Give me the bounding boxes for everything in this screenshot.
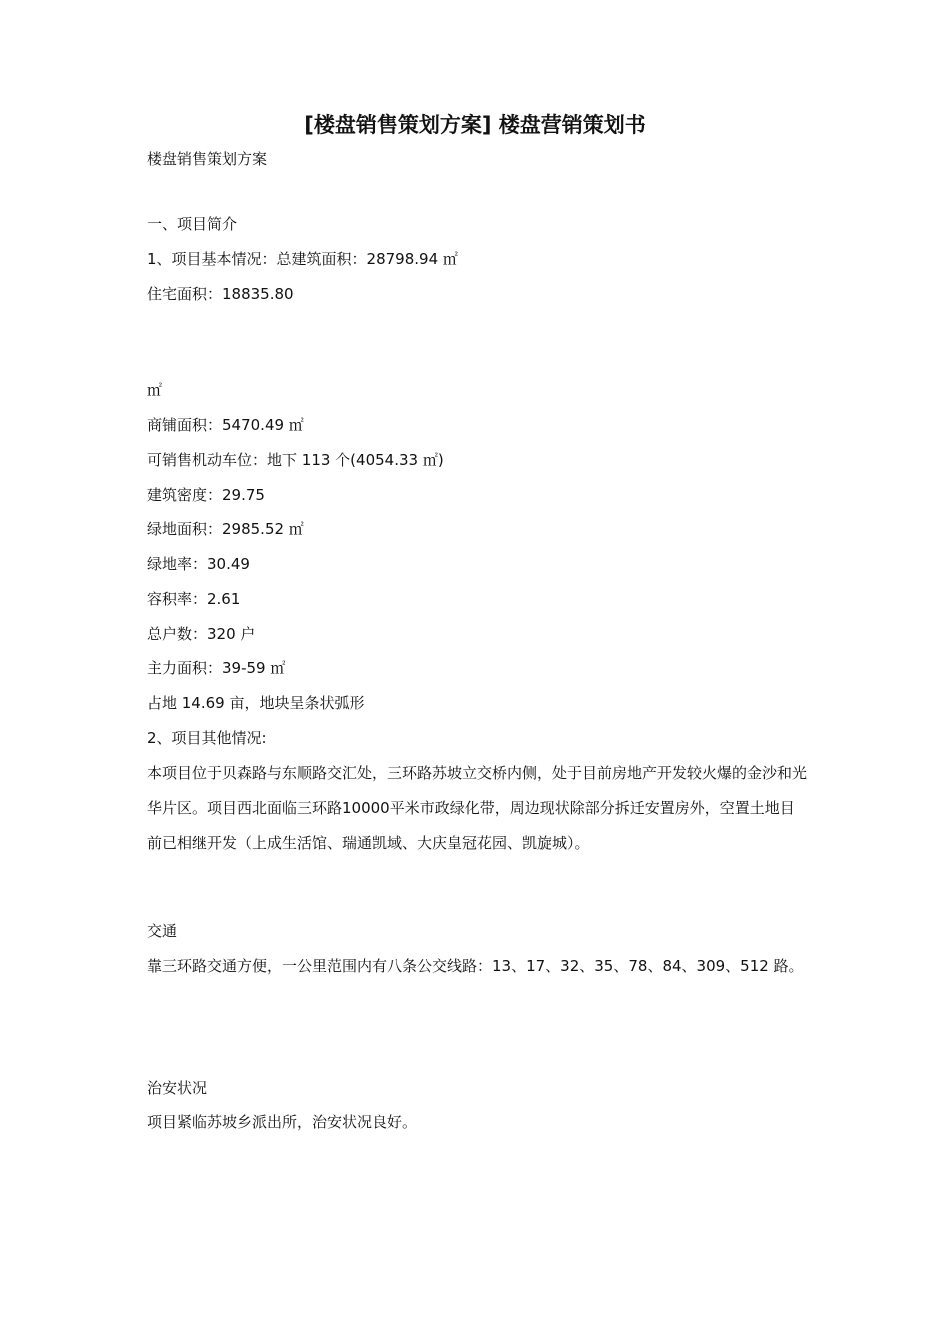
security-text: 项目紧临苏坡乡派出所，治安状况良好。 [147, 1113, 418, 1131]
total-households: 总户数：320 户 [147, 625, 256, 643]
plot-ratio: 容积率：2.61 [147, 590, 241, 608]
parking-spaces: 可销售机动车位：地下 113 个(4054.33 ㎡) [147, 451, 444, 469]
unit-square-meter: ㎡ [147, 381, 163, 399]
item-basic-info-heading: 1、项目基本情况：总建筑面积：28798.94 ㎡ [147, 250, 458, 268]
document-subtitle: 楼盘销售策划方案 [147, 150, 268, 168]
security-heading: 治安状况 [147, 1079, 208, 1097]
item-other-info-heading: 2、项目其他情况: [147, 729, 267, 747]
green-area: 绿地面积：2985.52 ㎡ [147, 520, 304, 538]
traffic-heading: 交通 [147, 922, 178, 940]
location-paragraph: 本项目位于贝森路与东顺路交汇处，三环路苏坡立交桥内侧，处于目前房地产开发较火爆的金沙和光华片区。项目西北面临三环路10000平米市政绿化带，周边现状除部分拆迁安置房外，空置土地目前已相继开发（上成生活馆、瑞通凯域、大庆皇冠花园、凯旋城）。 [147, 764, 808, 852]
traffic-paragraph: 靠三环路交通方便，一公里范围内有八条公交线路：13、17、32、35、78、84、309、512 路。 [147, 957, 804, 975]
residential-area: 住宅面积：18835.80 [147, 285, 294, 303]
land-area: 占地 14.69 亩，地块呈条状弧形 [147, 694, 365, 712]
main-unit-area: 主力面积：39-59 ㎡ [147, 659, 286, 677]
building-density: 建筑密度：29.75 [147, 486, 265, 504]
shop-area: 商铺面积：5470.49 ㎡ [147, 416, 304, 434]
document-title: [楼盘销售策划方案] 楼盘营销策划书 [304, 113, 646, 137]
section-heading-intro: 一、项目简介 [147, 215, 238, 233]
green-rate: 绿地率：30.49 [147, 555, 250, 573]
